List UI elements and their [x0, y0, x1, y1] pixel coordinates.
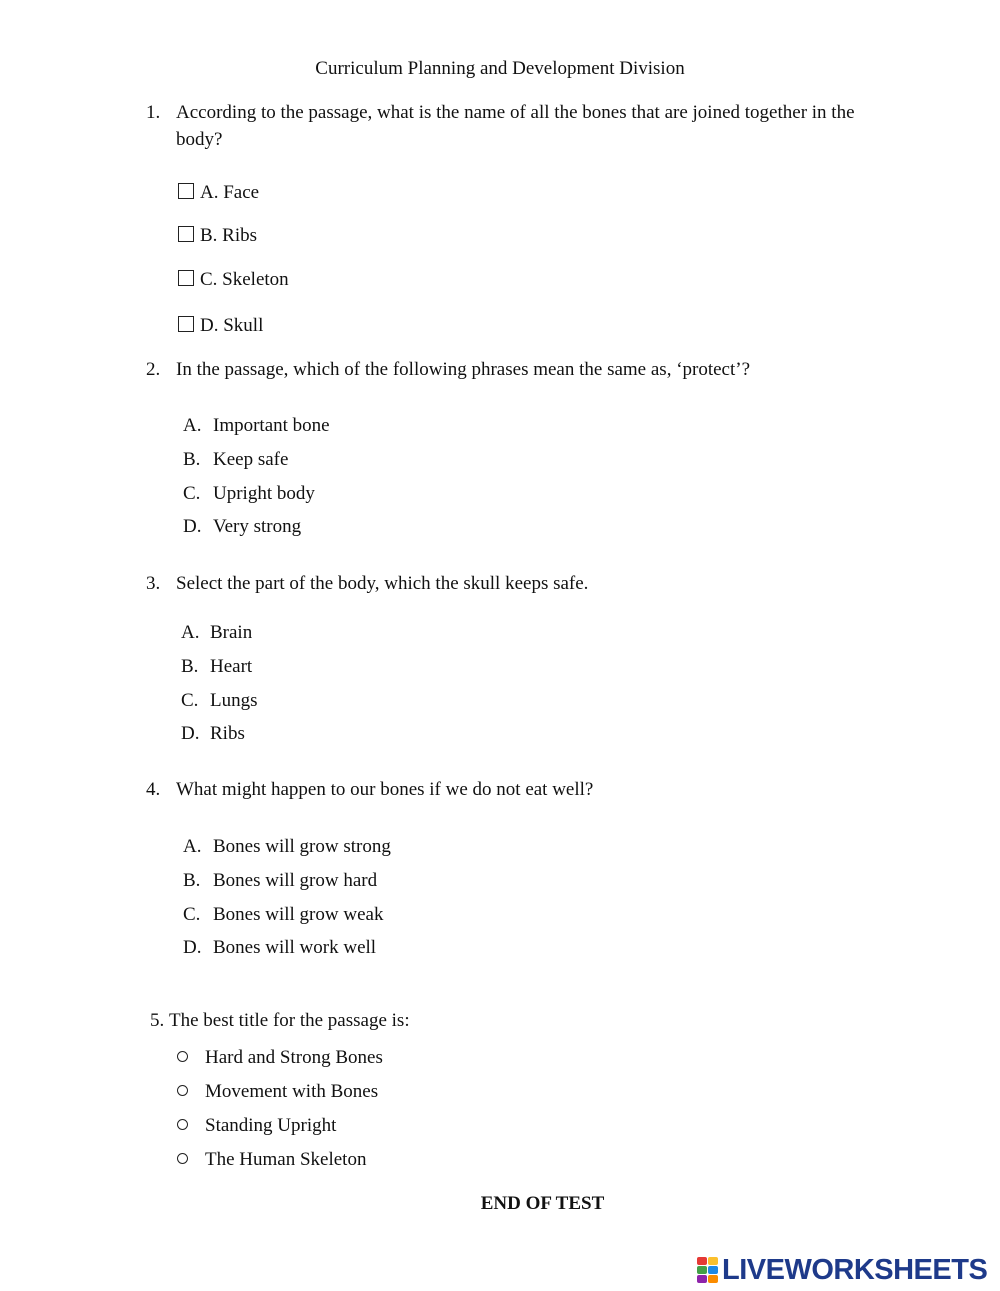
question-number: 1.: [146, 102, 161, 123]
radio-circle-icon[interactable]: [177, 1119, 188, 1130]
question-text: In the passage, which of the following phrases mean the same as, ‘protect’?: [176, 359, 751, 380]
checkbox-icon[interactable]: [178, 226, 194, 242]
end-of-test: END OF TEST: [480, 1193, 605, 1214]
option-d[interactable]: D. Bones will work well: [183, 937, 377, 958]
logo-block: [697, 1275, 707, 1283]
logo-block: [697, 1266, 707, 1274]
checkbox-option-d[interactable]: D. Skull: [178, 315, 263, 337]
option-b[interactable]: B. Bones will grow hard: [183, 870, 378, 891]
radio-option-3[interactable]: Standing Upright: [177, 1115, 188, 1137]
option-a[interactable]: A. Important bone: [183, 415, 330, 436]
logo-blocks-icon: [697, 1257, 718, 1283]
checkbox-option-c[interactable]: C. Skeleton: [178, 269, 289, 291]
option-d[interactable]: D. Very strong: [183, 516, 302, 537]
question-text-continued: body?: [176, 129, 223, 150]
option-c[interactable]: C. Lungs: [181, 690, 258, 711]
radio-circle-icon[interactable]: [177, 1153, 188, 1164]
logo-block: [708, 1275, 718, 1283]
checkbox-option-a[interactable]: A. Face: [178, 182, 259, 204]
option-d[interactable]: D. Ribs: [181, 723, 245, 744]
radio-option-1[interactable]: Hard and Strong Bones: [177, 1047, 188, 1069]
option-c[interactable]: C. Bones will grow weak: [183, 904, 384, 925]
question-number: 2.: [146, 359, 161, 380]
checkbox-icon[interactable]: [178, 270, 194, 286]
question-number: 5.: [150, 1010, 165, 1031]
checkbox-icon[interactable]: [178, 316, 194, 332]
radio-circle-icon[interactable]: [177, 1085, 188, 1096]
radio-circle-icon[interactable]: [177, 1051, 188, 1062]
question-text: What might happen to our bones if we do not eat well?: [176, 779, 594, 800]
radio-option-4[interactable]: The Human Skeleton: [177, 1149, 188, 1171]
question-text: According to the passage, what is the name of all the bones that are joined together in the: [176, 102, 855, 123]
logo-block: [708, 1266, 718, 1274]
logo-text: LIVEWORKSHEETS: [722, 1253, 988, 1286]
question-number: 4.: [146, 779, 161, 800]
option-b[interactable]: B. Keep safe: [183, 449, 289, 470]
question-text: The best title for the passage is:: [169, 1010, 410, 1031]
page-header: Curriculum Planning and Development Division: [315, 58, 685, 79]
option-b[interactable]: B. Heart: [181, 656, 253, 677]
logo-block: [697, 1257, 707, 1265]
checkbox-option-b[interactable]: B. Ribs: [178, 225, 257, 247]
liveworksheets-logo: [697, 1253, 988, 1286]
checkbox-icon[interactable]: [178, 183, 194, 199]
radio-option-2[interactable]: Movement with Bones: [177, 1081, 188, 1103]
option-a[interactable]: A. Bones will grow strong: [183, 836, 391, 857]
question-text: Select the part of the body, which the skull keeps safe.: [176, 573, 589, 594]
option-a[interactable]: A. Brain: [181, 622, 253, 643]
option-c[interactable]: C. Upright body: [183, 483, 315, 504]
logo-block: [708, 1257, 718, 1265]
question-number: 3.: [146, 573, 161, 594]
